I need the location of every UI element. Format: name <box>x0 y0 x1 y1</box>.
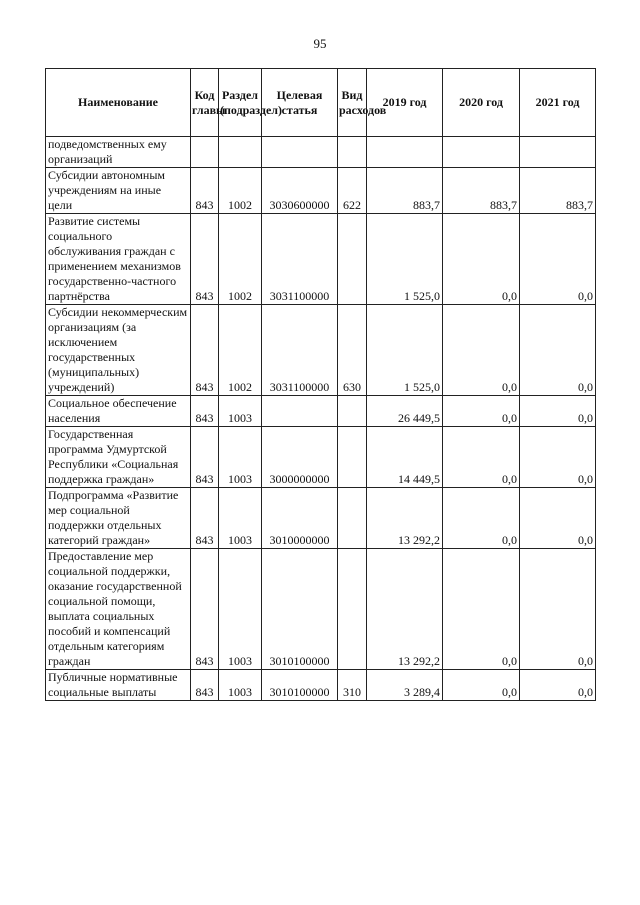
cell-section: 1002 <box>219 168 262 214</box>
cell-code <box>191 137 219 168</box>
cell-code: 843 <box>191 549 219 670</box>
cell-2021: 0,0 <box>520 549 596 670</box>
cell-section: 1003 <box>219 427 262 488</box>
cell-name: Субсидии автономным учреждениям на иные цели <box>46 168 191 214</box>
header-2021: 2021 год <box>520 69 596 137</box>
cell-2020: 0,0 <box>443 670 520 701</box>
cell-name: Государственная программа Удмуртской Республики «Социальная поддержка граждан» <box>46 427 191 488</box>
cell-target: 3000000000 <box>262 427 338 488</box>
cell-2019: 14 449,5 <box>367 427 443 488</box>
cell-section: 1003 <box>219 396 262 427</box>
page-number: 95 <box>313 36 327 51</box>
cell-name: Субсидии некоммерческим организациям (за исключением государственных (муниципальных) учреждений) <box>46 305 191 396</box>
cell-2020: 883,7 <box>443 168 520 214</box>
cell-2020: 0,0 <box>443 396 520 427</box>
cell-code: 843 <box>191 670 219 701</box>
table-row <box>46 168 596 214</box>
cell-2019: 883,7 <box>367 168 443 214</box>
table-row <box>46 549 596 670</box>
header-name: Наименование <box>46 69 191 137</box>
cell-section: 1002 <box>219 214 262 305</box>
cell-2021: 0,0 <box>520 396 596 427</box>
header-code: Код главы <box>191 69 219 137</box>
cell-type <box>338 396 367 427</box>
cell-2019: 13 292,2 <box>367 549 443 670</box>
header-2020: 2020 год <box>443 69 520 137</box>
table-header-row <box>46 69 596 137</box>
header-type: Вид расходов <box>338 69 367 137</box>
cell-2019: 3 289,4 <box>367 670 443 701</box>
header-2019: 2019 год <box>367 69 443 137</box>
cell-type: 310 <box>338 670 367 701</box>
cell-type <box>338 427 367 488</box>
cell-2020: 0,0 <box>443 214 520 305</box>
cell-type: 622 <box>338 168 367 214</box>
cell-2021: 0,0 <box>520 305 596 396</box>
cell-type <box>338 137 367 168</box>
table-row <box>46 396 596 427</box>
table-row <box>46 670 596 701</box>
cell-section <box>219 137 262 168</box>
cell-2019: 26 449,5 <box>367 396 443 427</box>
cell-2021: 0,0 <box>520 670 596 701</box>
cell-name: Предоставление мер социальной поддержки, оказание государственной социальной помощи, выплата социальных пособий и компенсаций отдельным категориям граждан <box>46 549 191 670</box>
cell-2020: 0,0 <box>443 549 520 670</box>
header-section: Раздел (подраздел) <box>219 69 262 137</box>
cell-2019: 13 292,2 <box>367 488 443 549</box>
table-body <box>46 137 596 701</box>
cell-2021: 0,0 <box>520 488 596 549</box>
cell-type <box>338 549 367 670</box>
cell-target: 3010100000 <box>262 670 338 701</box>
cell-target: 3010100000 <box>262 549 338 670</box>
cell-name: Социальное обеспечение населения <box>46 396 191 427</box>
table-row <box>46 137 596 168</box>
cell-2020 <box>443 137 520 168</box>
cell-code: 843 <box>191 396 219 427</box>
cell-target: 3030600000 <box>262 168 338 214</box>
cell-2020: 0,0 <box>443 305 520 396</box>
cell-2019 <box>367 137 443 168</box>
cell-2019: 1 525,0 <box>367 214 443 305</box>
cell-code: 843 <box>191 488 219 549</box>
cell-name: подведомственных ему организаций <box>46 137 191 168</box>
cell-section: 1003 <box>219 670 262 701</box>
cell-target <box>262 396 338 427</box>
cell-section: 1003 <box>219 488 262 549</box>
cell-code: 843 <box>191 305 219 396</box>
table-row <box>46 305 596 396</box>
cell-target <box>262 137 338 168</box>
cell-2020: 0,0 <box>443 488 520 549</box>
cell-2021: 0,0 <box>520 214 596 305</box>
cell-2020: 0,0 <box>443 427 520 488</box>
cell-target: 3031100000 <box>262 305 338 396</box>
cell-target: 3010000000 <box>262 488 338 549</box>
cell-2021: 883,7 <box>520 168 596 214</box>
cell-type <box>338 488 367 549</box>
table-row <box>46 427 596 488</box>
cell-code: 843 <box>191 214 219 305</box>
table-row <box>46 214 596 305</box>
cell-target: 3031100000 <box>262 214 338 305</box>
cell-section: 1003 <box>219 549 262 670</box>
cell-code: 843 <box>191 427 219 488</box>
cell-2019: 1 525,0 <box>367 305 443 396</box>
cell-code: 843 <box>191 168 219 214</box>
budget-table <box>45 68 596 701</box>
header-target: Целевая статья <box>262 69 338 137</box>
cell-2021 <box>520 137 596 168</box>
table-row <box>46 488 596 549</box>
cell-name: Публичные нормативные социальные выплаты <box>46 670 191 701</box>
cell-name: Развитие системы социального обслуживания граждан с применением механизмов государственно-частного партнёрства <box>46 214 191 305</box>
cell-section: 1002 <box>219 305 262 396</box>
cell-type <box>338 214 367 305</box>
cell-type: 630 <box>338 305 367 396</box>
cell-name: Подпрограмма «Развитие мер социальной поддержки отдельных категорий граждан» <box>46 488 191 549</box>
cell-2021: 0,0 <box>520 427 596 488</box>
